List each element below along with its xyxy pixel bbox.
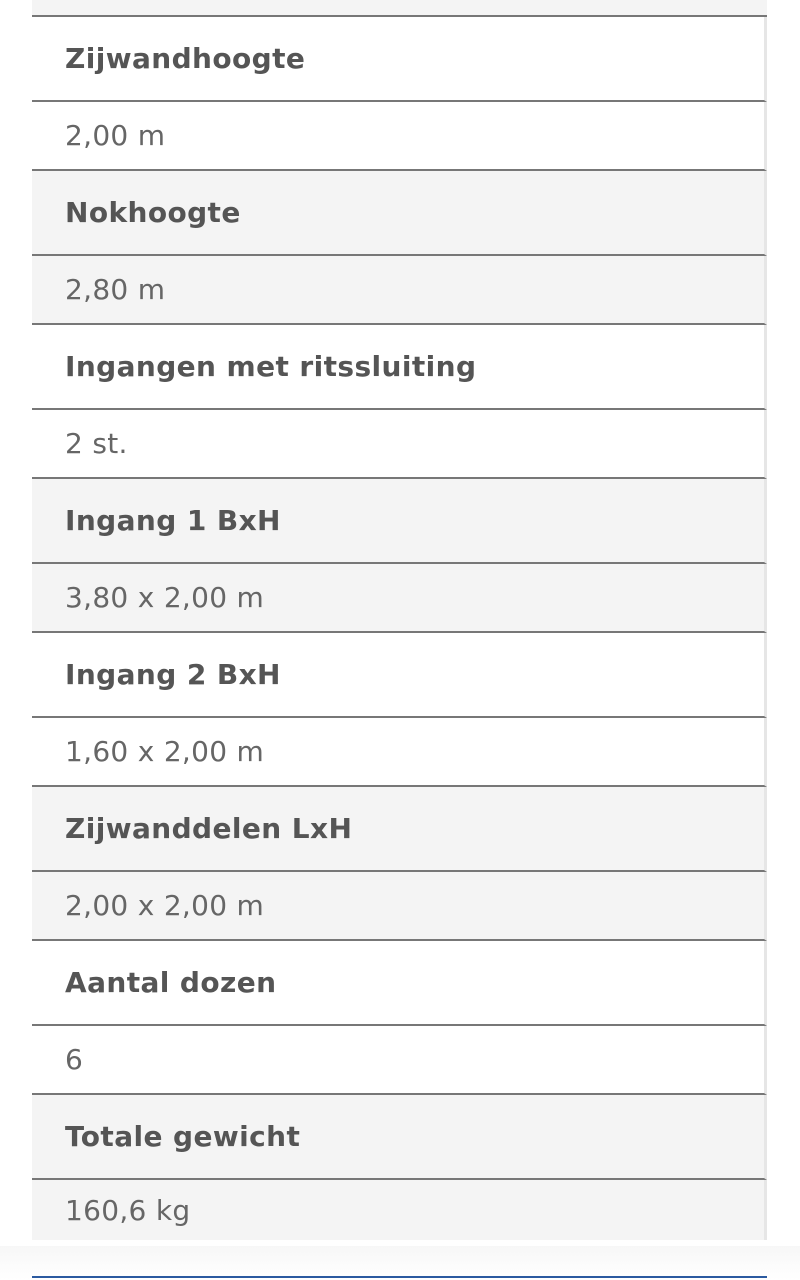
spec-row-ingang-1 xyxy=(32,479,767,633)
spec-label: Nokhoogte xyxy=(32,171,767,256)
spec-label: Zijwanddelen LxH xyxy=(32,787,767,872)
spec-value: 6 xyxy=(32,1026,767,1095)
spec-value: 160,6 kg xyxy=(32,1180,767,1240)
spec-label: Ingangen met ritssluiting xyxy=(32,325,767,410)
spec-row-zijwandhoogte xyxy=(32,17,767,171)
spec-value: 2,00 x 2,00 m xyxy=(32,872,767,941)
spec-value: 2,80 m xyxy=(32,256,767,325)
bottom-accent-line xyxy=(32,1276,767,1278)
spec-label: Totale gewicht xyxy=(32,1095,767,1180)
spec-row-aantal-dozen xyxy=(32,941,767,1095)
spec-label: Ingang 2 BxH xyxy=(32,633,767,718)
spec-row-zijwanddelen xyxy=(32,787,767,941)
spec-row-nokhoogte xyxy=(32,171,767,325)
spec-value: 3,80 x 2,00 m xyxy=(32,564,767,633)
spec-value: 2,00 m xyxy=(32,102,767,171)
spec-row-ingang-2 xyxy=(32,633,767,787)
spec-label: Aantal dozen xyxy=(32,941,767,1026)
spec-value: 1,60 x 2,00 m xyxy=(32,718,767,787)
spec-value: 2 st. xyxy=(32,410,767,479)
previous-row-strip xyxy=(32,0,767,17)
spec-row-totale-gewicht xyxy=(32,1095,767,1240)
scroll-fade xyxy=(0,1246,800,1280)
spec-label: Ingang 1 BxH xyxy=(32,479,767,564)
spec-label: Zijwandhoogte xyxy=(32,17,767,102)
spec-row-ingangen xyxy=(32,325,767,479)
specifications-table xyxy=(32,0,767,1240)
